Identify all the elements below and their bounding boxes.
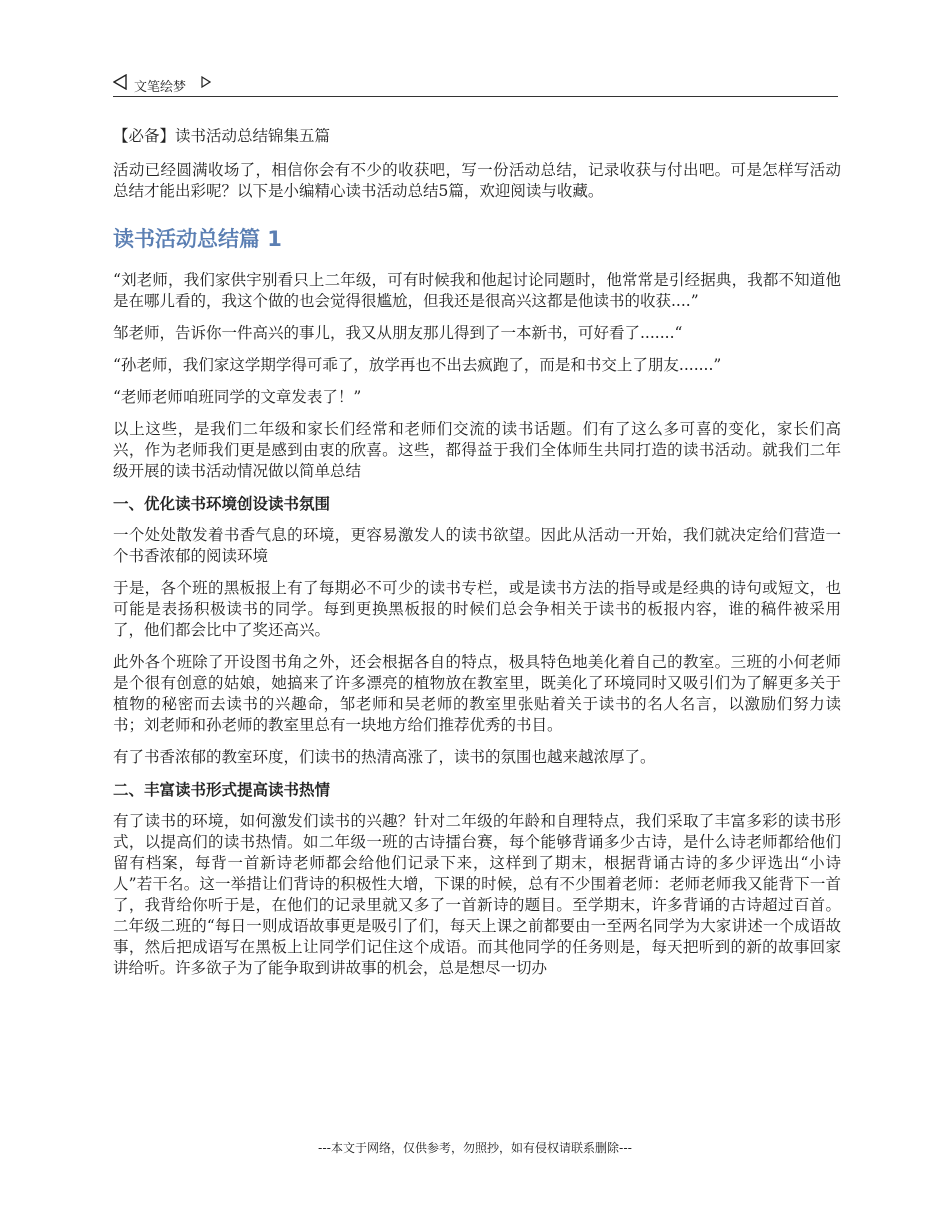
page-header xyxy=(113,72,838,97)
paragraph: “老师老师咱班同学的文章发表了！” xyxy=(113,388,362,406)
paragraph: 以上这些，是我们二年级和家长们经常和老师们交流的读书话题。们有了这么多可喜的变化，家长们高兴，作为老师我们更是感到由衷的欣喜。这些，都得益于我们全体师生共同打造的读书活动。就我们二年级开展的读书活动情况做以简单总结 xyxy=(113,420,841,480)
subheading: 二、丰富读书形式提高读书热情 xyxy=(113,780,331,799)
section-heading: 读书活动总结篇 1 xyxy=(113,227,282,251)
brand-name: 文笔绘梦 xyxy=(134,80,187,95)
paragraph: 于是，各个班的黑板报上有了每期必不可少的读书专栏，或是读书方法的指导或是经典的诗句或短文，也可能是表扬积极读书的同学。每到更换黑板报的时候们总会争相关于读书的板报内容，谁的稿件被采用了，他们都会比中了奖还高兴。 xyxy=(113,579,841,639)
paragraph: 此外各个班除了开设图书角之外，还会根据各自的特点，极具特色地美化着自己的教室。三班的小何老师是个很有创意的姑娘，她搞来了许多漂亮的植物放在教室里，既美化了环境同时又吸引们为了解更多关于植物的秘密而去读书的兴趣命，邹老师和吴老师的教室里张贴着关于读书的名人名言，以激励们努力读书；刘老师和孙老师的教室里总有一块地方给们推荐优秀的书目。 xyxy=(113,653,841,734)
paragraph: “刘老师，我们家供宇别看只上二年级，可有时候我和他起讨论同题时，他常常是引经据典，我都不知道他是在哪儿看的，我这个做的也会觉得很尴尬，但我还是很高兴这都是他读书的收获....” xyxy=(113,271,841,310)
triangle-left-icon xyxy=(113,74,127,90)
document-title: 【必备】读书活动总结锦集五篇 xyxy=(113,127,331,145)
document-body xyxy=(113,126,841,990)
subheading: 一、优化读书环境创设读书氛围 xyxy=(113,494,331,513)
paragraph: “孙老师，我们家这学期学得可乖了，放学再也不出去疯跑了，而是和书交上了朋友.......” xyxy=(113,356,722,374)
page-footer: ---本文于网络，仅供参考，勿照抄，如有侵权请联系删除--- xyxy=(318,1141,632,1155)
paragraph: 有了书香浓郁的教室环度，们读书的热清高涨了，读书的氛围也越来越浓厚了。 xyxy=(113,748,656,766)
paragraph: 有了读书的环境，如何激发们读书的兴趣？针对二年级的年龄和自理特点，我们采取了丰富多彩的读书形式，以提高们的读书热情。如二年级一班的古诗擂台赛，每个能够背诵多少古诗，是什么诗老师都给他们留有档案，每背一首新诗老师都会给他们记录下来，这样到了期末，根据背诵古诗的多少评选出“小诗人”若干名。这一举措让们背诗的积极性大增，下课的时候，总有不少围着老师：老师老师我又能背下一首了，我背给你听于是，在他们的记录里就又多了一首新诗的题目。至学期末，许多背诵的古诗超过百首。二年级二班的“每日一则成语故事更是吸引了们，每天上课之前都要由一至两名同学为大家讲述一个成语故事，然后把成语写在黑板上让同学们记住这个成语。而其他同学的任务则是，每天把听到的新的故事回家讲给听。许多欲子为了能争取到讲故事的机会，总是想尽一切办 xyxy=(113,812,841,977)
paragraph: 邹老师，告诉你一件高兴的事儿，我又从朋友那儿得到了一本新书，可好看了.......“ xyxy=(113,324,683,342)
intro-paragraph: 活动已经圆满收场了，相信你会有不少的收获吧，写一份活动总结，记录收获与付出吧。可是怎样写活动总结才能出彩呢？以下是小编精心读书活动总结5篇，欢迎阅读与收藏。 xyxy=(113,161,841,200)
paragraph: 一个处处散发着书香气息的环境，更容易激发人的读书欲望。因此从活动一开始，我们就决定给们营造一个书香浓郁的阅读环境 xyxy=(113,526,841,565)
triangle-right-icon xyxy=(201,76,211,88)
